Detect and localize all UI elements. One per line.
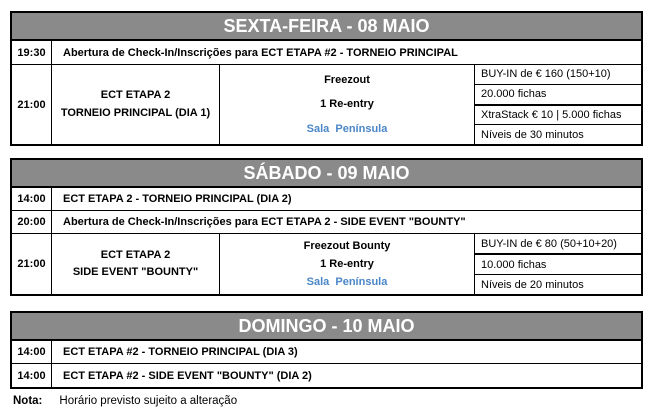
reentry-info: 1 Re-entry [320,258,374,270]
event-name-line2: SIDE EVENT "BOUNTY" [72,266,199,278]
event-name-line2: TORNEIO PRINCIPAL (DIA 1) [60,106,211,119]
day-table-sabado [10,158,643,296]
room-name: Sala Península [306,276,388,288]
note-label: Nota: [13,395,43,407]
event-description: ECT ETAPA #2 - SIDE EVENT "BOUNTY" (DIA 2) [63,369,312,382]
event-format-cell [220,234,475,294]
event-description: ECT ETAPA #2 - TORNEIO PRINCIPAL (DIA 3) [63,346,298,358]
day-table-sexta-feira [10,11,643,146]
event-name-cell [52,234,220,294]
footer-note [13,395,237,407]
detail-chips: 10.000 fichas [475,253,641,274]
time-cell: 20:00 [12,211,52,233]
day-header-sexta-feira: SEXTA-FEIRA - 08 MAIO [12,13,641,41]
event-row [12,65,641,144]
schedule-row [12,188,641,211]
detail-chips: 20.000 fichas [475,84,641,104]
event-description: Abertura de Check-In/Inscrições para ECT ETAPA #2 - TORNEIO PRINCIPAL [63,46,458,59]
detail-xtrastack: XtraStack € 10 | 5.000 fichas [475,104,641,125]
schedule-row [12,211,641,234]
day-header-sabado: SÁBADO - 09 MAIO [12,160,641,188]
event-description: Abertura de Check-In/Inscrições para ECT ETAPA 2 - SIDE EVENT "BOUNTY" [63,216,466,228]
format-type: Freezout Bounty [303,240,391,252]
time-cell: 14:00 [12,341,52,363]
detail-buyin: BUY-IN de € 160 (150+10) [481,68,611,81]
format-type: Freezout [324,74,370,87]
reentry-info: 1 Re-entry [320,98,374,111]
event-details-cell [475,234,641,294]
day-table-domingo [10,311,643,389]
event-format-cell [220,65,475,144]
time-cell: 14:00 [12,364,52,387]
schedule-row [12,41,641,65]
detail-buyin: BUY-IN de € 80 (50+10+20) [481,237,617,250]
note-text: Horário previsto sujeito a alteração [59,395,238,407]
event-details-cell [475,65,641,144]
schedule-row [12,341,641,364]
room-name: Sala Península [306,122,388,135]
event-description: ECT ETAPA 2 - TORNEIO PRINCIPAL (DIA 2) [63,193,292,205]
event-row [12,234,641,294]
detail-levels: Níveis de 20 minutos [475,274,641,294]
day-header-domingo: DOMINGO - 10 MAIO [12,313,641,341]
time-cell: 19:30 [12,41,52,64]
time-cell: 21:00 [12,234,52,294]
event-name-line1: ECT ETAPA 2 [100,248,171,261]
event-name-cell [52,65,220,144]
detail-levels: Níveis de 30 minutos [475,124,641,144]
event-name-line1: ECT ETAPA 2 [100,89,171,102]
time-cell: 21:00 [12,65,52,144]
time-cell: 14:00 [12,188,52,210]
schedule-row [12,364,641,387]
